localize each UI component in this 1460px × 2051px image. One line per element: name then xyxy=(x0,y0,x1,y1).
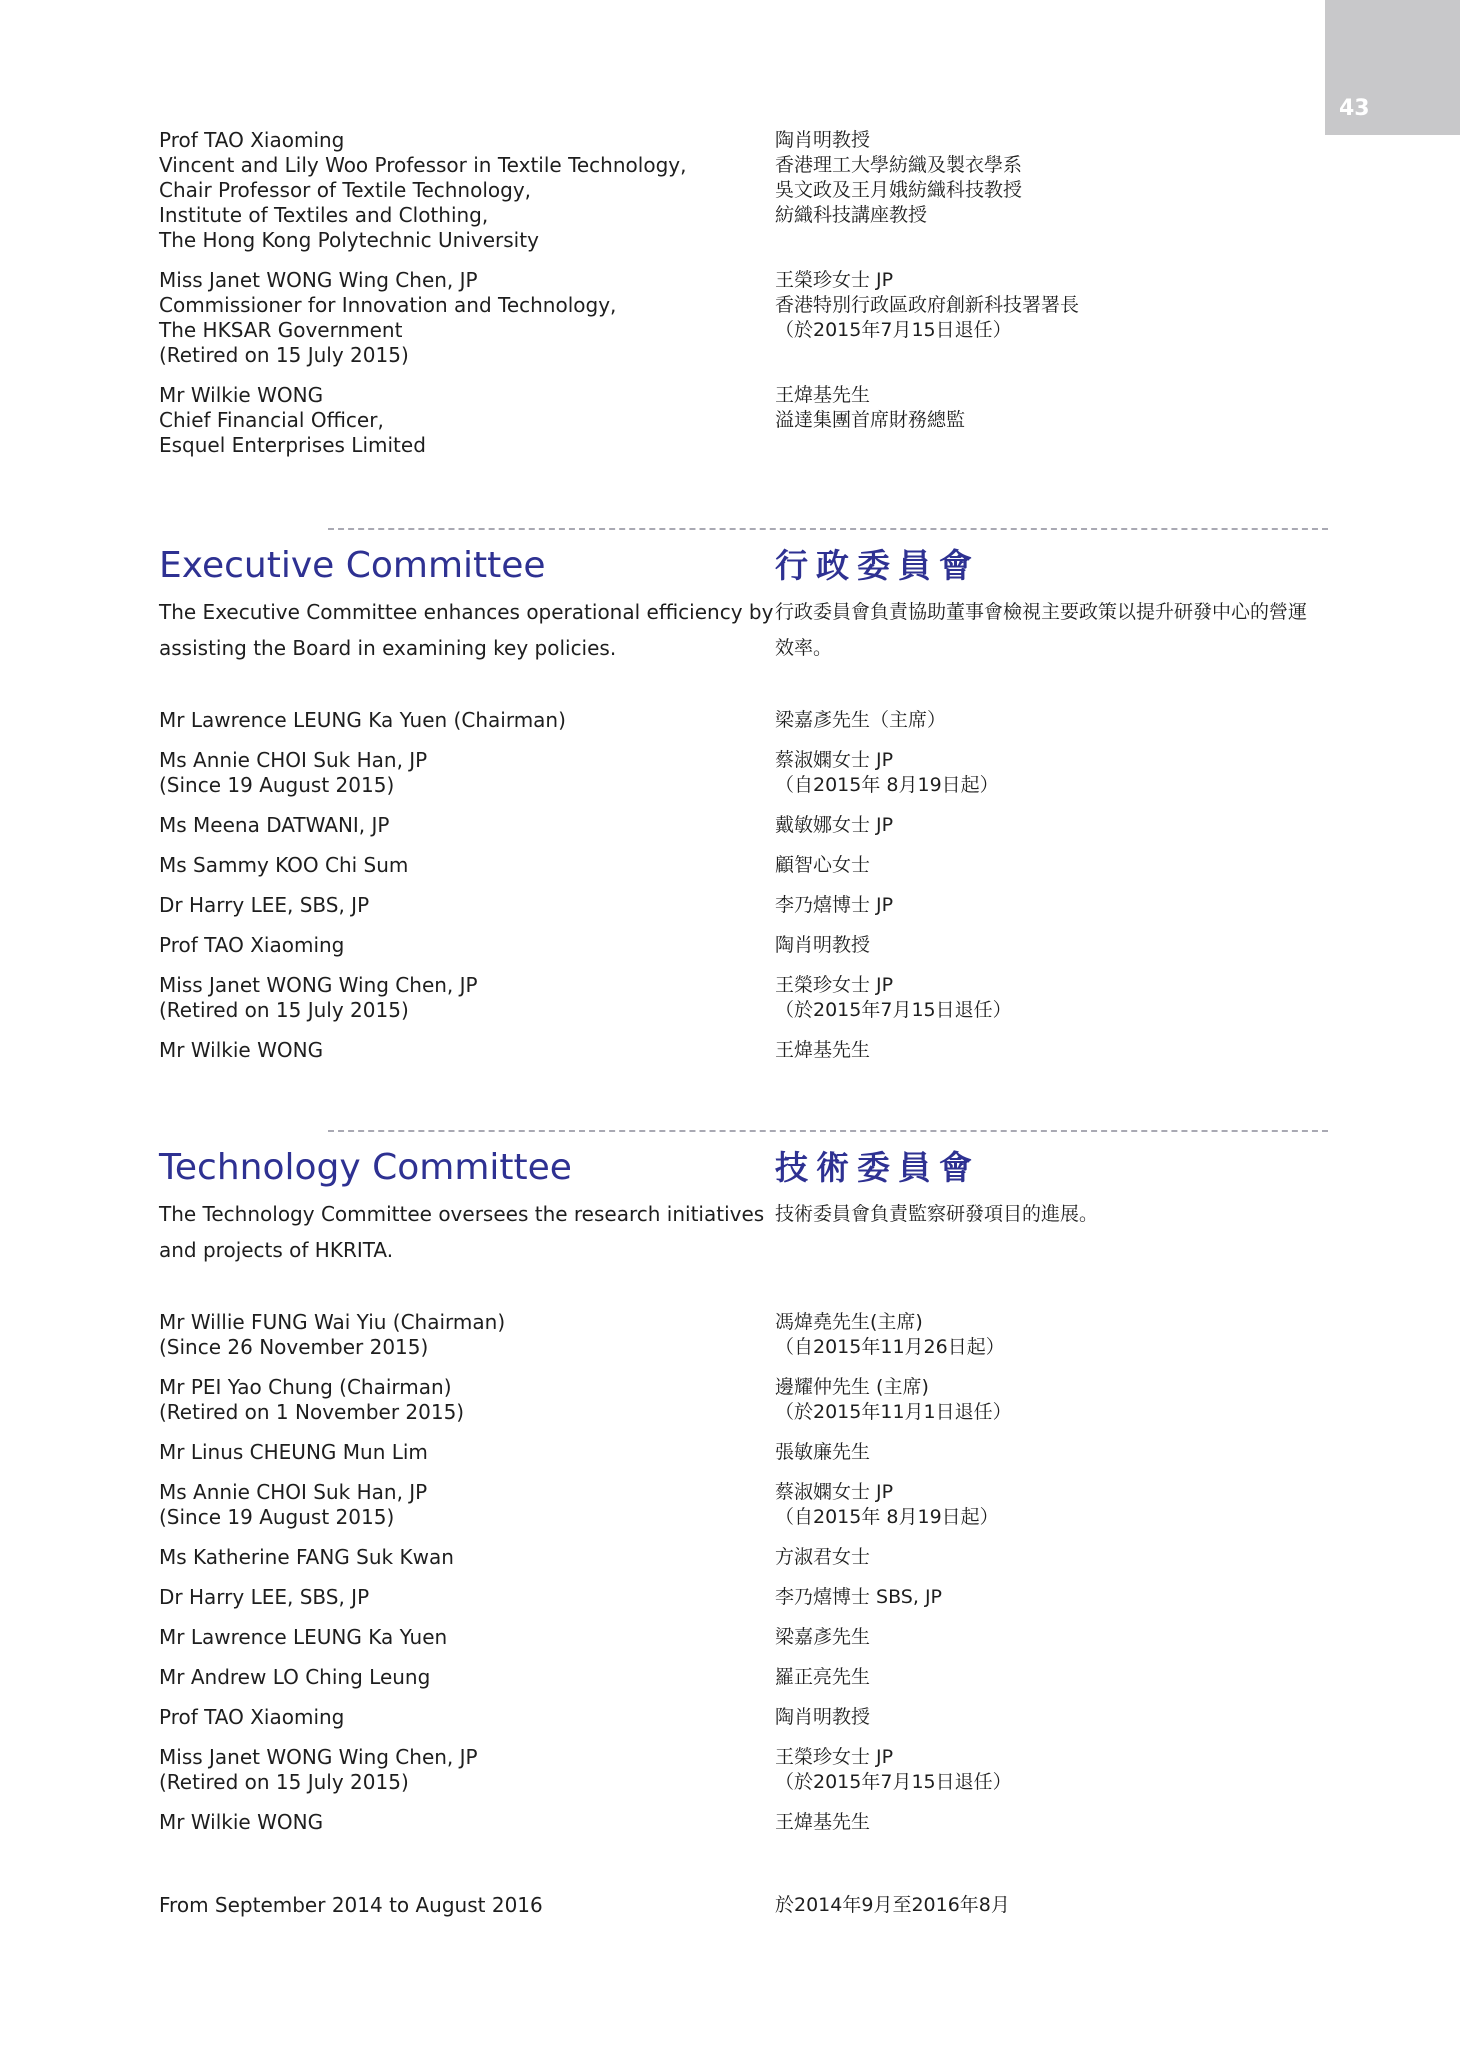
member-name-en: Ms Annie CHOI Suk Han, JP (Since 19 August 2015) xyxy=(159,1480,428,1529)
section-divider xyxy=(328,528,1328,530)
section-heading xyxy=(159,1146,1329,1190)
member-row xyxy=(159,1705,1329,1730)
member-name-zh: 張敏廉先生 xyxy=(775,1441,871,1463)
member-name-en: Mr Willie FUNG Wai Yiu (Chairman) (Since 26 November 2015) xyxy=(159,1310,506,1359)
member-name-zh: 王煒基先生 溢達集團首席財務總監 xyxy=(775,384,966,431)
member-name-zh: 陶肖明教授 xyxy=(775,1706,871,1728)
member-name-en: Mr Lawrence LEUNG Ka Yuen (Chairman) xyxy=(159,708,566,732)
member-name-zh: 李乃熺博士 JP xyxy=(775,894,894,916)
executive-committee-section xyxy=(159,544,1329,1078)
member-row xyxy=(159,1585,1329,1610)
member-name-en: Mr Linus CHEUNG Mun Lim xyxy=(159,1440,428,1464)
member-name-en: Mr Andrew LO Ching Leung xyxy=(159,1665,431,1689)
member-name-zh: 蔡淑嫻女士 JP （自2015年 8月19日起） xyxy=(775,749,999,796)
member-name-zh: 蔡淑嫻女士 JP （自2015年 8月19日起） xyxy=(775,1481,999,1528)
term-footer xyxy=(159,1893,1329,1918)
member-name-en: Prof TAO Xiaoming xyxy=(159,1705,345,1729)
member-name-zh: 邊耀仲先生 (主席) （於2015年11月1日退任） xyxy=(775,1376,1012,1423)
member-name-en: Ms Sammy KOO Chi Sum xyxy=(159,853,409,877)
member-name-zh: 王榮珍女士 JP （於2015年7月15日退任） xyxy=(775,1746,1012,1793)
section-heading xyxy=(159,544,1329,588)
member-name-zh: 陶肖明教授 xyxy=(775,934,871,956)
member-name-zh: 顧智心女士 xyxy=(775,854,871,876)
technology-committee-section xyxy=(159,1146,1329,1850)
section-description xyxy=(159,1196,1329,1268)
member-name-zh: 王煒基先生 xyxy=(775,1039,871,1061)
member-name-zh: 梁嘉彥先生 xyxy=(775,1626,871,1648)
section-title-en: Technology Committee xyxy=(159,1147,572,1188)
member-row xyxy=(159,973,1329,1023)
member-row xyxy=(159,813,1329,838)
member-name-zh: 戴敏娜女士 JP xyxy=(775,814,894,836)
member-name-en: Ms Meena DATWANI, JP xyxy=(159,813,390,837)
member-name-zh: 馮煒堯先生(主席) （自2015年11月26日起） xyxy=(775,1311,1005,1358)
term-period-zh: 於2014年9月至2016年8月 xyxy=(775,1894,1010,1916)
member-name-zh: 方淑君女士 xyxy=(775,1546,871,1568)
page-number: 43 xyxy=(1339,96,1370,121)
member-name-en: Ms Katherine FANG Suk Kwan xyxy=(159,1545,454,1569)
member-row xyxy=(159,708,1329,733)
member-name-zh: 王榮珍女士 JP 香港特別行政區政府創新科技署署長 （於2015年7月15日退任） xyxy=(775,269,1080,341)
member-name-en: Prof TAO Xiaoming xyxy=(159,933,345,957)
member-name-zh: 陶肖明教授 香港理工大學紡織及製衣學系 吳文政及王月娥紡織科技教授 紡織科技講座教授 xyxy=(775,129,1023,226)
member-name-en: Mr Wilkie WONG Chief Financial Officer, Esquel Enterprises Limited xyxy=(159,383,426,457)
member-row xyxy=(159,933,1329,958)
member-row xyxy=(159,853,1329,878)
member-name-en: Ms Annie CHOI Suk Han, JP (Since 19 August 2015) xyxy=(159,748,428,797)
member-list xyxy=(159,708,1329,1063)
member-row xyxy=(159,1375,1329,1425)
member-name-zh: 王榮珍女士 JP （於2015年7月15日退任） xyxy=(775,974,1012,1021)
member-name-zh: 王煒基先生 xyxy=(775,1811,871,1833)
section-description xyxy=(159,594,1329,666)
member-row xyxy=(159,748,1329,798)
member-name-en: Prof TAO Xiaoming Vincent and Lily Woo Professor in Textile Technology, Chair Professor of Textile Technology, Institute of Textiles and Clothing, The Hong Kong Polytechnic University xyxy=(159,128,687,252)
member-row xyxy=(159,1545,1329,1570)
member-row xyxy=(159,1310,1329,1360)
member-name-zh: 羅正亮先生 xyxy=(775,1666,871,1688)
member-row xyxy=(159,1038,1329,1063)
section-description-en: The Executive Committee enhances operational efficiency by assisting the Board in examining key policies. xyxy=(159,600,774,660)
member-row xyxy=(159,1480,1329,1530)
member-row xyxy=(159,1665,1329,1690)
member-row xyxy=(159,1625,1329,1650)
member-name-en: Mr Lawrence LEUNG Ka Yuen xyxy=(159,1625,448,1649)
member-name-zh: 梁嘉彥先生（主席） xyxy=(775,709,947,731)
member-row xyxy=(159,1440,1329,1465)
section-description-zh: 行政委員會負責協助董事會檢視主要政策以提升研發中心的營運效率。 xyxy=(775,601,1308,659)
member-list xyxy=(159,1310,1329,1835)
member-name-en: Dr Harry LEE, SBS, JP xyxy=(159,1585,370,1609)
member-name-en: Miss Janet WONG Wing Chen, JP Commissioner for Innovation and Technology, The HKSAR Government (Retired on 15 July 2015) xyxy=(159,268,617,367)
member-row xyxy=(159,128,1329,253)
member-row xyxy=(159,1810,1329,1835)
member-name-en: Dr Harry LEE, SBS, JP xyxy=(159,893,370,917)
member-name-zh: 李乃熺博士 SBS, JP xyxy=(775,1586,943,1608)
member-name-en: Mr Wilkie WONG xyxy=(159,1038,324,1062)
member-name-en: Mr Wilkie WONG xyxy=(159,1810,324,1834)
member-name-en: Miss Janet WONG Wing Chen, JP (Retired on 15 July 2015) xyxy=(159,1745,478,1794)
member-row xyxy=(159,893,1329,918)
section-title-zh: 技術委員會 xyxy=(775,1148,980,1187)
board-members-continued xyxy=(159,128,1329,473)
member-row xyxy=(159,383,1329,458)
section-description-zh: 技術委員會負責監察研發項目的進展。 xyxy=(775,1203,1099,1225)
page-number-tab xyxy=(1325,0,1460,135)
section-title-zh: 行政委員會 xyxy=(775,546,980,585)
term-period-en: From September 2014 to August 2016 xyxy=(159,1893,543,1917)
member-row xyxy=(159,268,1329,368)
section-title-en: Executive Committee xyxy=(159,545,546,586)
section-divider xyxy=(328,1130,1328,1132)
member-name-en: Mr PEI Yao Chung (Chairman) (Retired on 1 November 2015) xyxy=(159,1375,465,1424)
member-row xyxy=(159,1745,1329,1795)
section-description-en: The Technology Committee oversees the research initiatives and projects of HKRITA. xyxy=(159,1202,765,1262)
member-name-en: Miss Janet WONG Wing Chen, JP (Retired on 15 July 2015) xyxy=(159,973,478,1022)
